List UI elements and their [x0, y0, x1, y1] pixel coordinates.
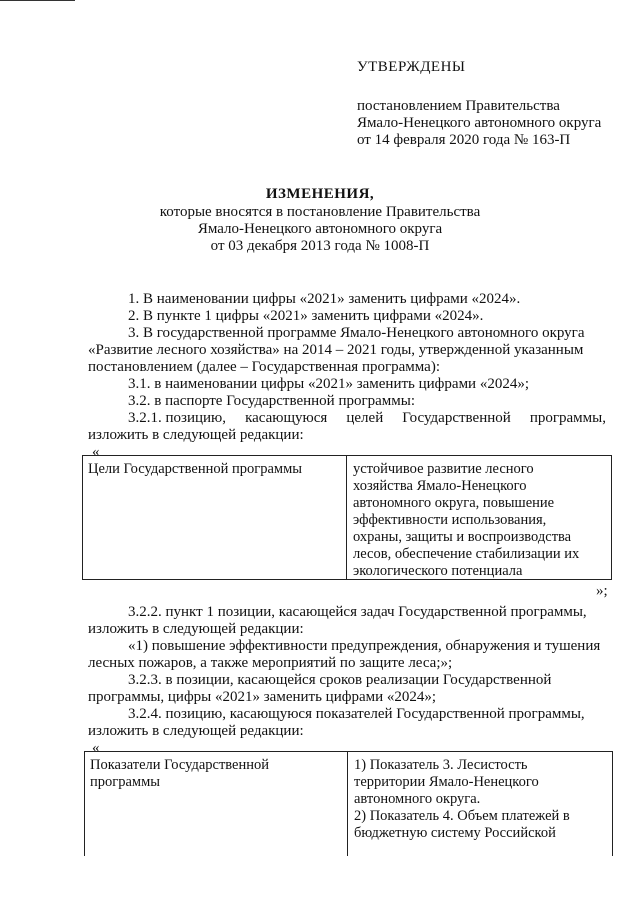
- title-subline-2: Ямало-Ненецкого автономного округа: [197, 221, 443, 237]
- paragraph-2: 2. В пункте 1 цифры «2021» заменить цифрами «2024».: [128, 308, 484, 324]
- p321-word-5: программы,: [529, 410, 606, 426]
- indicators-table-label-2: программы: [90, 774, 160, 790]
- paragraph-1: 1. В наименовании цифры «2021» заменить цифрами «2024».: [128, 291, 521, 307]
- paragraph-3-2-2-line-3: «1) повышение эффективности предупреждения, обнаружения и тушения: [128, 638, 601, 654]
- paragraph-3-2-2-line-4: лесных пожаров, а также мероприятий по защите леса;»;: [88, 655, 453, 671]
- paragraph-3-2-3-line-1: 3.2.3. в позиции, касающейся сроков реализации Государственной: [128, 672, 552, 688]
- paragraph-3-2-1-line-2: изложить в следующей редакции:: [88, 427, 304, 443]
- paragraph-3-2-4-line-2: изложить в следующей редакции:: [88, 723, 304, 739]
- p321-word-2: касающуюся: [245, 410, 328, 426]
- approval-line-1: постановлением Правительства: [357, 98, 560, 114]
- goals-table-text-2: хозяйства Ямало-Ненецкого: [353, 478, 527, 494]
- quote-open-2: «: [92, 740, 100, 756]
- indicators-table-text-1: 1) Показатель 3. Лесистость: [354, 757, 528, 773]
- indicators-table-text-5: бюджетную систему Российской: [354, 825, 556, 841]
- title-subline-1: которые вносятся в постановление Правительства: [159, 204, 481, 220]
- approval-line-2: Ямало-Ненецкого автономного округа: [357, 115, 602, 131]
- goals-table-text-4: эффективности использования,: [353, 512, 547, 528]
- approval-heading: УТВЕРЖДЕНЫ: [357, 59, 466, 75]
- paragraph-3-1: 3.1. в наименовании цифры «2021» заменить цифрами «2024»;: [128, 376, 530, 392]
- goals-table-text-7: экологического потенциала: [353, 563, 523, 579]
- indicators-table-text-4: 2) Показатель 4. Объем платежей в: [354, 808, 570, 824]
- goals-table-text-1: устойчивое развитие лесного: [353, 461, 534, 477]
- indicators-table-text-2: территории Ямало-Ненецкого: [354, 774, 539, 790]
- paragraph-3-line-1: 3. В государственной программе Ямало-Ненецкого автономного округа: [128, 325, 585, 341]
- document-title: ИЗМЕНЕНИЯ,: [265, 186, 375, 202]
- paragraph-3-2-2-line-2: изложить в следующей редакции:: [88, 621, 304, 637]
- approval-line-3: от 14 февраля 2020 года № 163-П: [357, 132, 571, 148]
- p321-word-4: Государственной: [402, 410, 511, 426]
- scan-edge-line: [0, 0, 75, 1]
- goals-table-text-3: автономного округа, повышение: [353, 495, 555, 511]
- title-subline-3: от 03 декабря 2013 года № 1008-П: [210, 238, 430, 254]
- paragraph-3-2-1-line-1: [128, 409, 606, 427]
- paragraph-3-2-2-line-1: 3.2.2. пункт 1 позиции, касающейся задач Государственной программы,: [128, 604, 587, 620]
- quote-open-1: «: [92, 444, 100, 460]
- goals-table-label: Цели Государственной программы: [88, 461, 303, 477]
- paragraph-3-2: 3.2. в паспорте Государственной программы:: [128, 393, 416, 409]
- quote-close-1: »;: [596, 583, 608, 599]
- paragraph-3-2-4-line-1: 3.2.4. позицию, касающуюся показателей Государственной программы,: [128, 706, 585, 722]
- paragraph-3-2-3-line-2: программы, цифры «2021» заменить цифрами «2024»;: [88, 689, 437, 705]
- p321-word-1: 3.2.1. позицию,: [128, 410, 226, 426]
- paragraph-3-line-3: постановлением (далее – Государственная программа):: [88, 359, 440, 375]
- paragraph-3-line-2: «Развитие лесного хозяйства» на 2014 – 2021 годы, утвержденной указанным: [88, 342, 584, 358]
- indicators-table-text-3: автономного округа.: [354, 791, 481, 807]
- goals-table-text-5: охраны, защиты и воспроизводства: [353, 529, 572, 545]
- goals-table-text-6: лесов, обеспечение стабилизации их: [353, 546, 580, 562]
- p321-word-3: целей: [346, 410, 384, 426]
- indicators-table-label-1: Показатели Государственной: [90, 757, 270, 773]
